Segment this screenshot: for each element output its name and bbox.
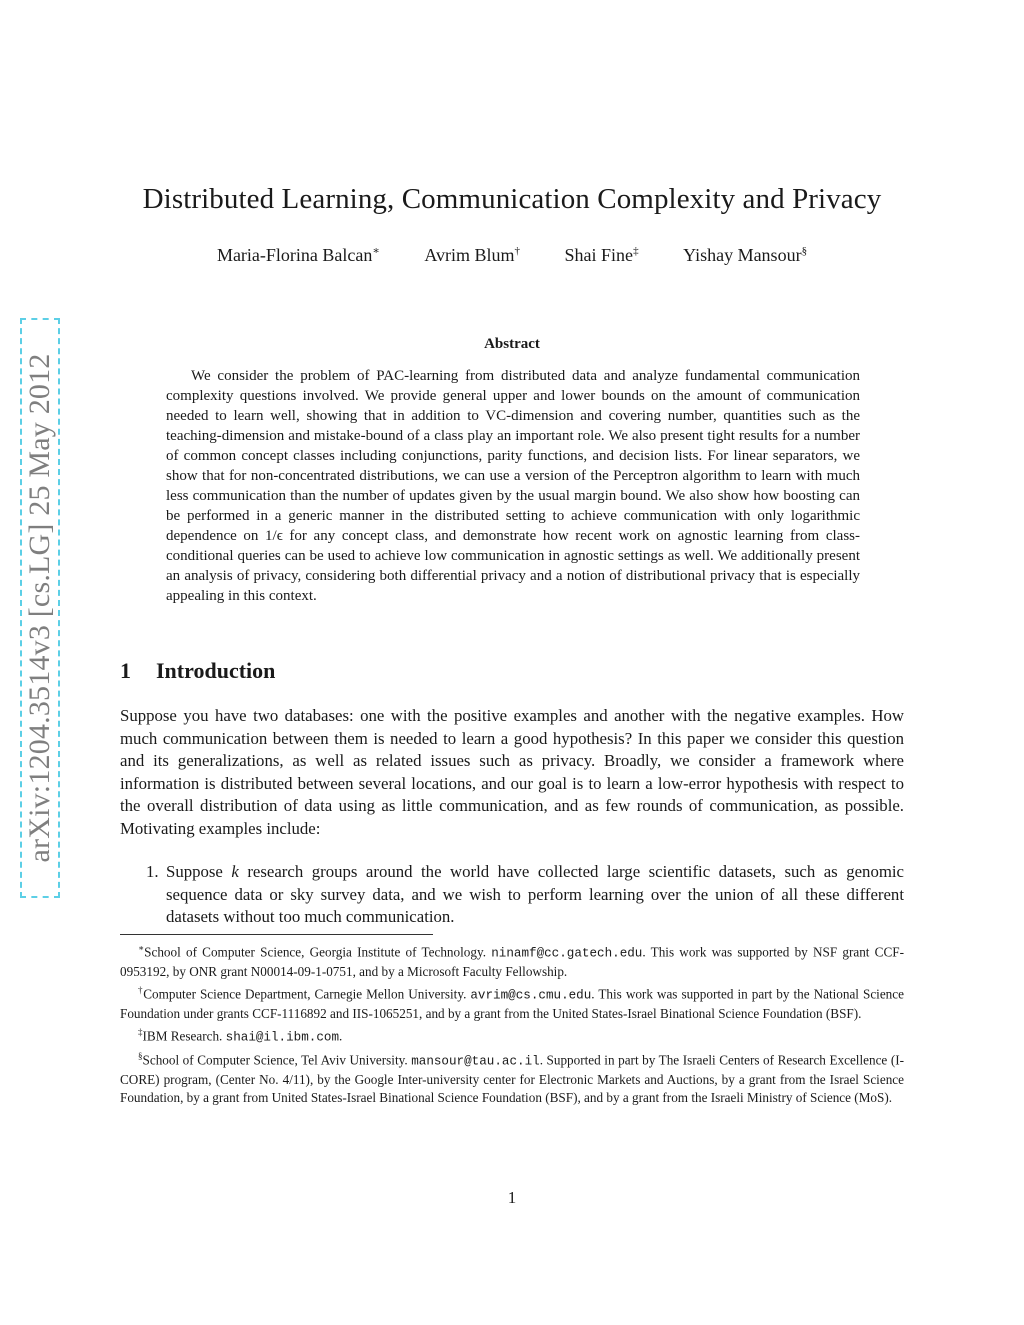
footnote-text: . This work was supported by NSF grant CCF-0953192, by ONR grant N00014-09-1-0751, and by a Microsoft Faculty Fellowship. xyxy=(120,944,905,979)
author-mark: § xyxy=(801,245,808,257)
footnote-mark: ∗ xyxy=(138,943,145,953)
footnote-email: shai@il.ibm.com xyxy=(225,1030,340,1045)
footnote xyxy=(120,1023,904,1047)
paper-title: Distributed Learning, Communication Complexity and Privacy xyxy=(142,183,882,215)
author-name: Maria-Florina Balcan xyxy=(216,245,373,265)
footnote-text: School of Computer Science, Tel Aviv University. xyxy=(142,1052,412,1068)
author xyxy=(217,244,380,266)
footnote-mark: † xyxy=(138,985,144,996)
author xyxy=(683,245,807,266)
author-name: Shai Fine xyxy=(564,245,634,265)
footnote-text: . xyxy=(339,1028,343,1044)
intro-paragraph: Suppose you have two databases: one with the positive examples and another with the negative examples. How much communication between them is needed to learn a good hypothesis? In this paper we consider this question and its generalizations, as well as related issues such as privacy. Broadly, we consider a framework where information is distributed between several locations, and our goal is to learn a low-error hypothesis with respect to the overall distribution of data using as little communication, and as few rounds of communication, as possible. Motivating examples include: xyxy=(120,706,904,838)
footnote xyxy=(120,981,904,1023)
abstract-body xyxy=(166,366,860,606)
footnotes xyxy=(120,939,904,1108)
author-list xyxy=(0,244,1024,266)
author-mark: ‡ xyxy=(633,245,639,257)
arxiv-stamp-text: arXiv:1204.3514v3 [cs.LG] 25 May 2012 xyxy=(23,353,56,863)
author-mark: † xyxy=(514,245,521,257)
list-item-text xyxy=(166,861,904,929)
math-variable: k xyxy=(231,862,239,881)
footnote xyxy=(120,1047,904,1108)
footnote-text: Computer Science Department, Carnegie Mellon University. xyxy=(143,986,471,1002)
abstract-text: We consider the problem of PAC-learning from distributed data and analyze fundamental communication complexity questions involved. We provide general upper and lower bounds on the amount of communication needed to learn well, showing that in addition to VC-dimension and covering number, quantities such as the teaching-dimension and mistake-bound of a class play an important role. We also present tight results for a number of common concept classes including conjunctions, parity functions, and decision lists. For linear separators, we show that for non-concentrated distributions, we can use a version of the Perceptron algorithm to learn with much less communication than the number of updates given by the usual margin bound. We also show how boosting can be performed in a generic manner in the distributed setting to achieve communication with only logarithmic dependence on 1/ϵ for any concept class, and demonstrate how recent work on agnostic learning from class-conditional queries can be used to achieve low communication in agnostic settings as well. We additionally present an analysis of privacy, considering both differential privacy and a notion of distributional privacy that is especially appealing in this context. xyxy=(166,368,860,604)
author-name: Avrim Blum xyxy=(424,245,515,265)
section-number: 1 xyxy=(120,658,131,683)
footnote xyxy=(120,939,904,981)
footnote-rule xyxy=(120,934,433,935)
footnote-mark: § xyxy=(138,1051,143,1062)
section-title: Introduction xyxy=(156,658,276,683)
arxiv-stamp xyxy=(20,318,64,900)
list-item-text-part: research groups around the world have collected large scientific datasets, such as genomic sequence data or sky survey data, and we wish to perform learning over the union of all these different datasets without too much communication. xyxy=(166,862,904,927)
footnote-email: ninamf@cc.gatech.edu xyxy=(491,946,643,961)
footnote-text: School of Computer Science, Georgia Institute of Technology. xyxy=(144,944,492,960)
footnote-email: mansour@tau.ac.il xyxy=(411,1054,540,1069)
list-item xyxy=(120,861,904,929)
footnote-email: avrim@cs.cmu.edu xyxy=(470,988,592,1003)
footnote-text: . Supported in part by The Israeli Centers of Research Excellence (I-CORE) program, (Center No. 4/11), by the Google Inter-university center for Electronic Markets and Auctions, by a grant from the Israel Science Foundation, by a grant from United States-Israel Binational Science Foundation (BSF), and by a grant from the Israeli Ministry of Science (MoS). xyxy=(120,1052,904,1106)
footnote-mark: ‡ xyxy=(138,1027,143,1038)
author-name: Yishay Mansour xyxy=(683,245,802,265)
abstract-heading: Abstract xyxy=(484,336,540,352)
footnote-text: IBM Research. xyxy=(142,1028,226,1044)
author xyxy=(424,245,520,266)
author xyxy=(565,245,639,266)
page-number: 1 xyxy=(507,1188,517,1207)
list-item-text-part: Suppose xyxy=(166,862,232,881)
section-heading xyxy=(120,658,275,684)
list-item-number: 1. xyxy=(146,862,159,881)
author-mark: ∗ xyxy=(372,245,380,257)
footnote-text: . This work was supported in part by the National Science Foundation under grants CCF-1116892 and IIS-1065251, and by a grant from the United States-Israel Binational Science Foundation (BSF). xyxy=(120,986,904,1021)
